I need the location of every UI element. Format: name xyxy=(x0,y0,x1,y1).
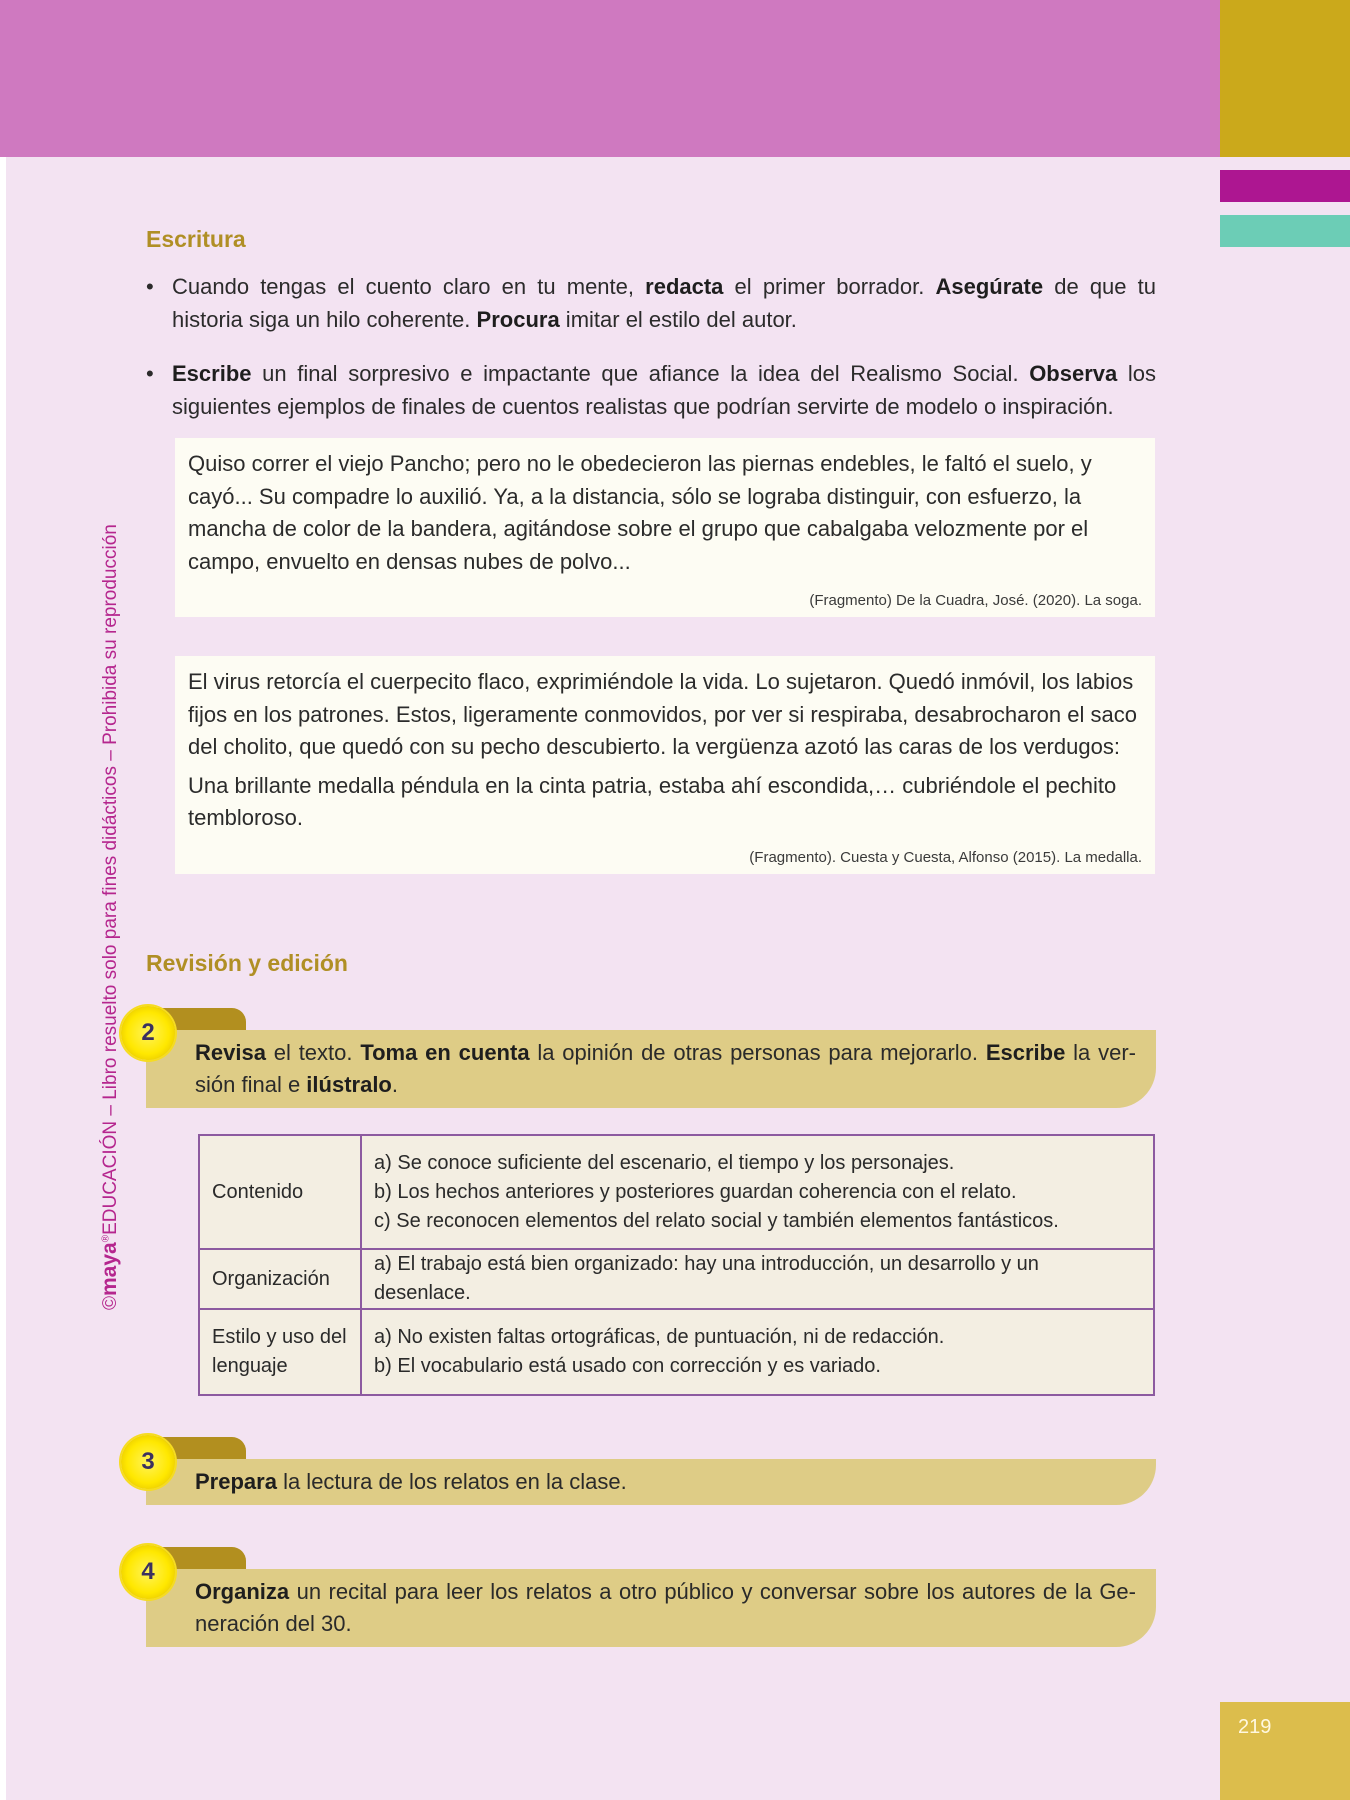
rubric-criteria: a) Se conoce suficiente del escenario, el tiempo y los personajes. b) Los hechos anteriores y posteriores guardan coherencia con el relato. c) Se reconocen elementos del relato social y también elementos fantásticos. xyxy=(361,1135,1154,1249)
activity-instruction: Prepara la lectura de los relatos en la clase. xyxy=(146,1459,1156,1505)
heading-revision: Revisión y edición xyxy=(146,950,348,976)
table-row xyxy=(199,1249,1154,1309)
quote-text: El virus retorcía el cuerpecito flaco, exprimiéndole la vida. Lo sujetaron. Quedó inmóvil, los labios fijos en los patrones. Estos, ligeramente conmovidos, por ver si respiraba, desabrocharon el saco del cholito, que quedó con su pecho descubierto. la vergüenza azotó las caras de los verdugos: xyxy=(188,669,1137,759)
heading-escritura: Escritura xyxy=(146,226,246,252)
table-row xyxy=(199,1135,1154,1249)
rubric-label: Organización xyxy=(199,1249,361,1309)
activity-number-badge: 2 xyxy=(121,1006,175,1060)
rubric-criteria: a) No existen faltas ortográficas, de puntuación, ni de redacción. b) El vocabulario está usado con corrección y es variado. xyxy=(361,1309,1154,1395)
activity-number-badge: 3 xyxy=(121,1435,175,1489)
section-tab-magenta xyxy=(1220,170,1350,202)
activity-number-badge: 4 xyxy=(121,1545,175,1599)
page-edge xyxy=(0,157,6,1800)
corner-block xyxy=(1220,0,1350,157)
quote-text: Una brillante medalla péndula en la cinta patria, estaba ahí escondida,… cubriéndole el pechito tembloroso. xyxy=(188,772,1117,830)
activity-instruction: Organiza un recital para leer los relatos a otro público y conversar sobre los autores de la Ge-neración del 30. xyxy=(146,1569,1156,1647)
section-tab-teal xyxy=(1220,215,1350,247)
rubric-criteria: a) El trabajo está bien organizado: hay una introducción, un desarrollo y un desenlace. xyxy=(361,1249,1154,1309)
quote-la-soga xyxy=(175,438,1155,617)
copyright-sidebar: ©maya®EDUCACIÓN – Libro resuelto solo para fines didácticos – Prohibida su reproducción xyxy=(98,524,121,1310)
bullet-item: • Cuando tengas el cuento claro en tu mente, redacta el primer borrador. Asegúrate de que tu historia siga un hilo coherente. Procura imitar el estilo del autor. xyxy=(146,274,1157,332)
quote-citation: (Fragmento). Cuesta y Cuesta, Alfonso (2015). La medalla. xyxy=(749,848,1142,866)
quote-la-medalla xyxy=(175,656,1155,874)
activity-instruction: Revisa el texto. Toma en cuenta la opinión de otras personas para mejorarlo. Escribe la ver-sión final e ilústralo. xyxy=(146,1030,1156,1108)
rubric-label: Contenido xyxy=(199,1135,361,1249)
quote-citation: (Fragmento) De la Cuadra, José. (2020). La soga. xyxy=(809,592,1142,609)
page-number: 219 xyxy=(1238,1716,1272,1738)
rubric-table xyxy=(198,1134,1155,1396)
rubric-label: Estilo y uso del lenguaje xyxy=(199,1309,361,1395)
quote-text: Quiso correr el viejo Pancho; pero no le obedecieron las piernas endebles, le faltó el suelo, y cayó... Su compadre lo auxilió. Ya, a la distancia, sólo se lograba distinguir, con esfuerzo, la mancha de color de la bandera, agitándose sobre el grupo que cabalgaba velozmente por el campo, envuelto en densas nubes de polvo... xyxy=(188,451,1092,574)
header-band xyxy=(0,0,1220,157)
table-row xyxy=(199,1309,1154,1395)
bullet-item: • Escribe un final sorpresivo e impactante que afiance la idea del Realismo Social. Observa los siguientes ejemplos de finales de cuentos realistas que podrían servirte de modelo o inspiración. xyxy=(146,361,1156,419)
